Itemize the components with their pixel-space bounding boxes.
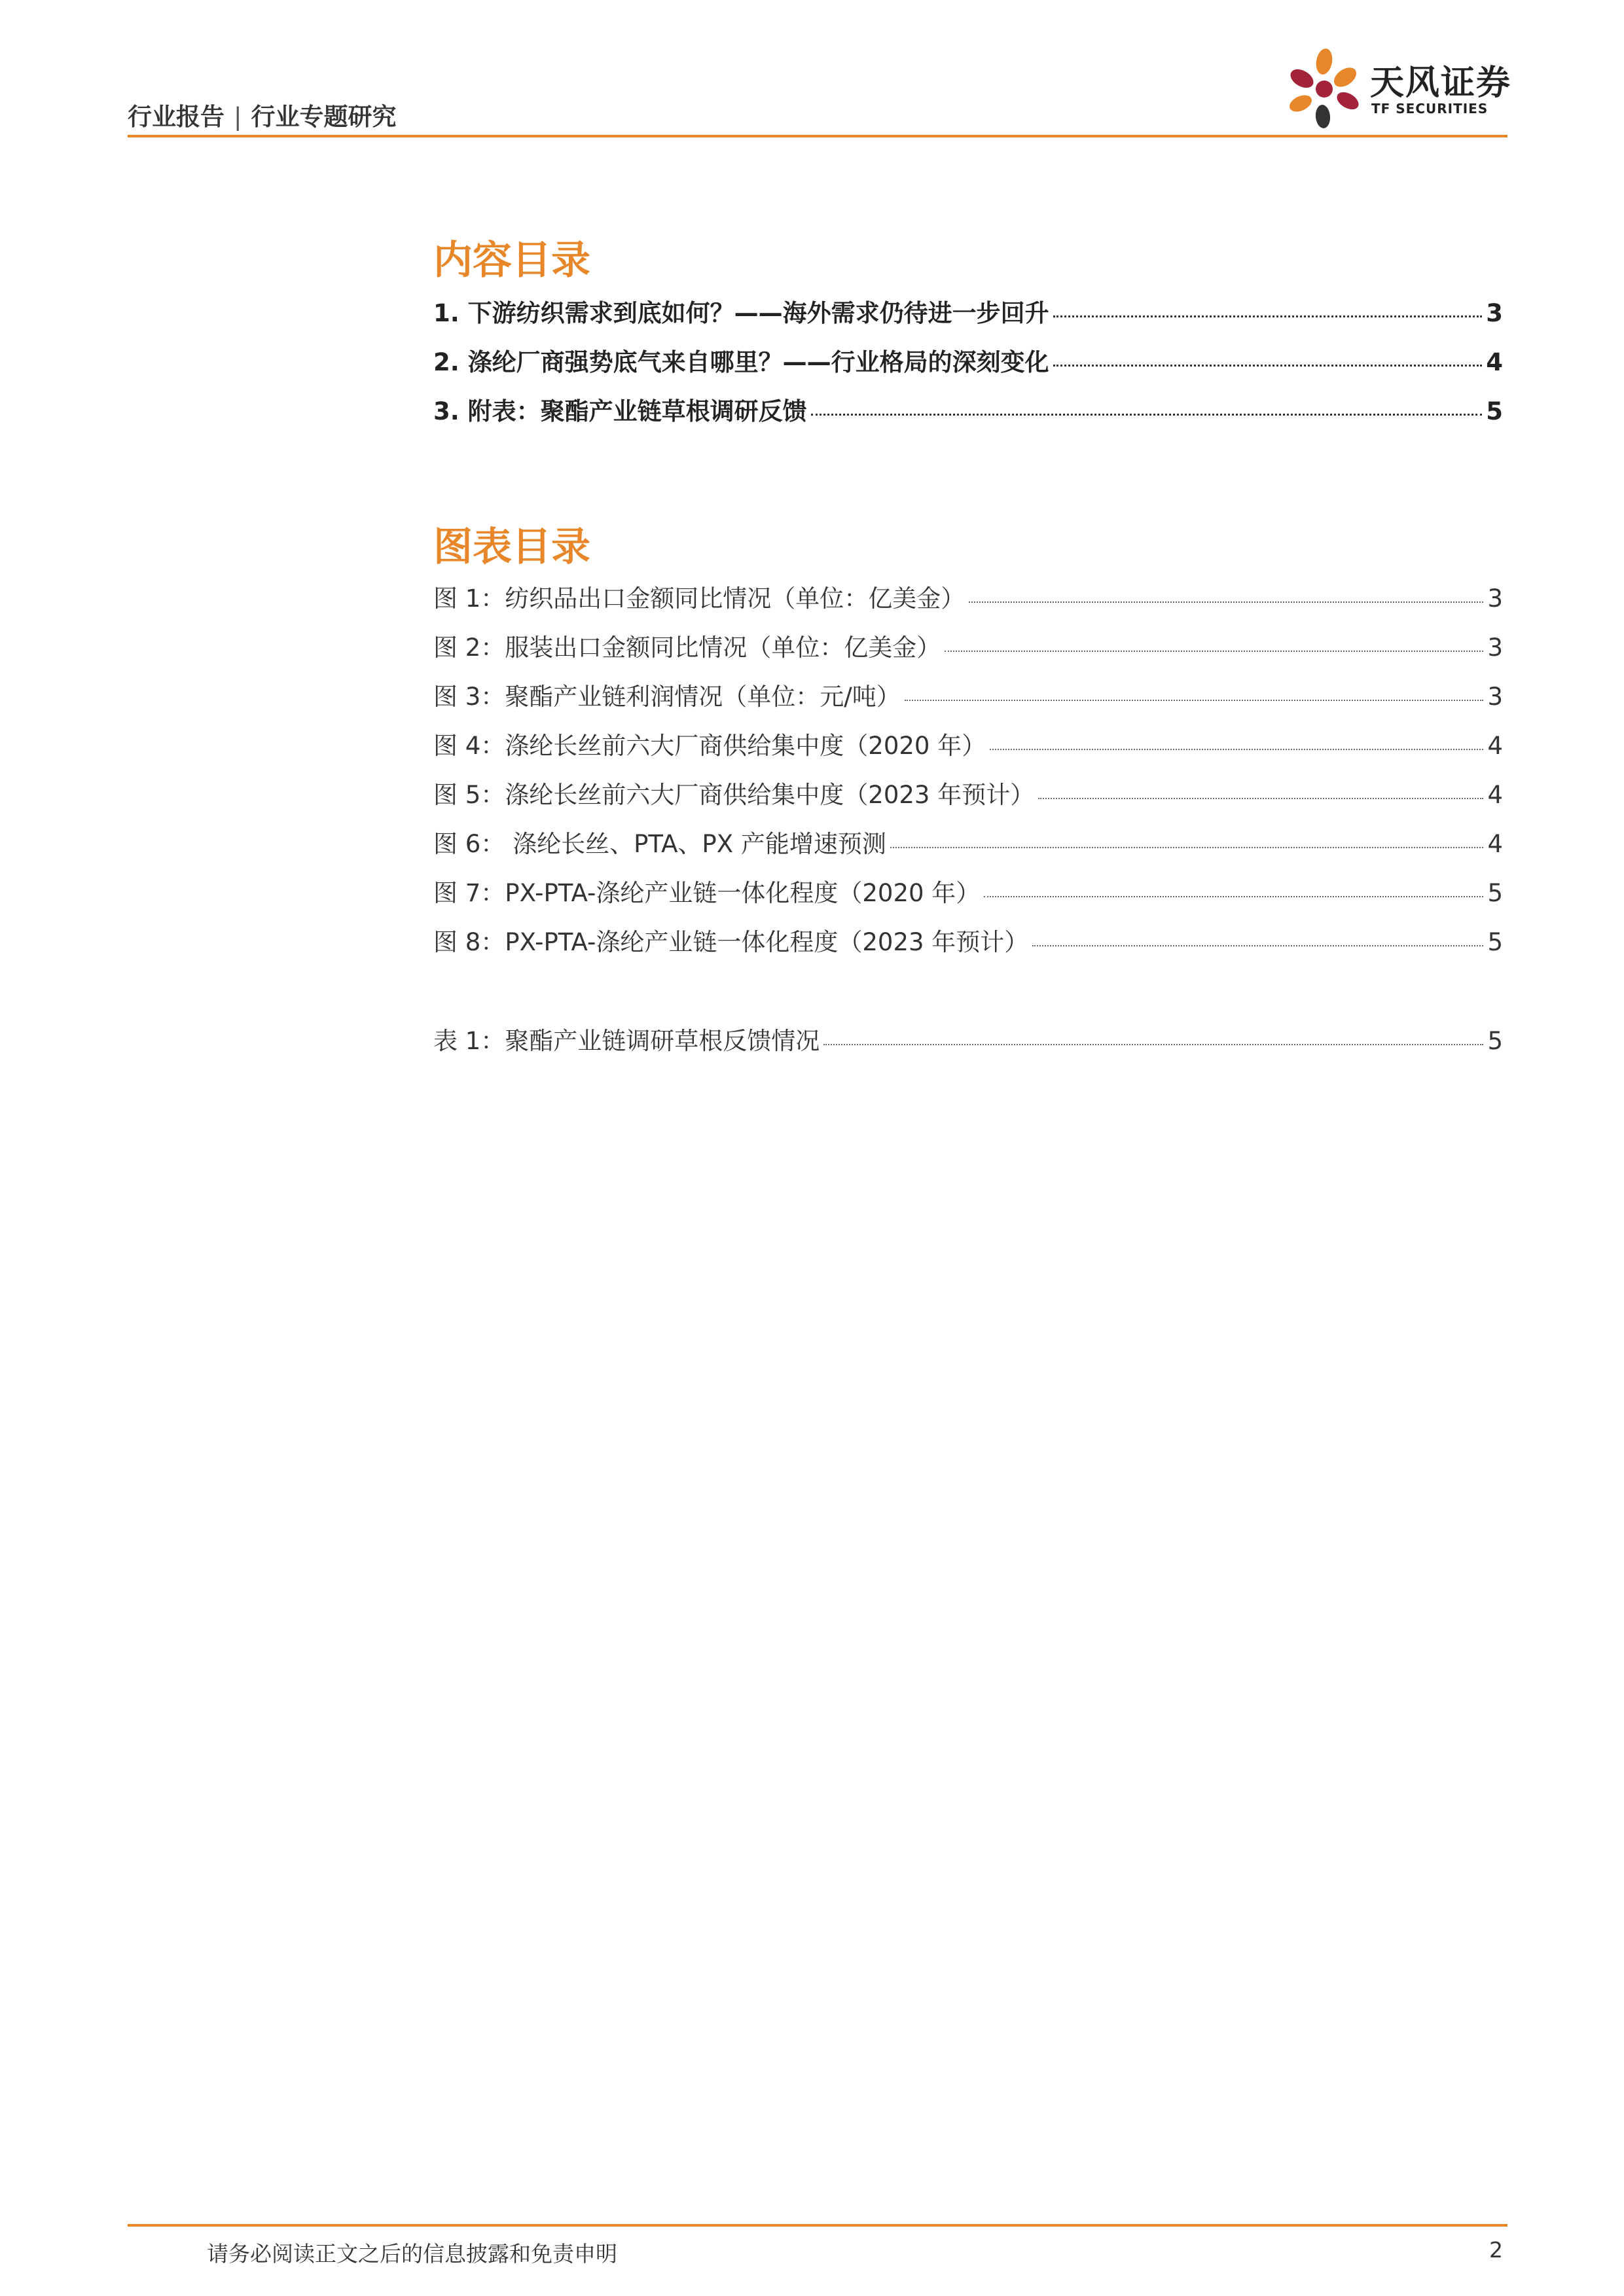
- figure-entry-page: 4: [1487, 732, 1503, 760]
- figure-entry-page: 3: [1487, 634, 1503, 662]
- figure-entry-label: 图 4：涤纶长丝前六大厂商供给集中度（2020 年）: [433, 732, 986, 760]
- table-entry-page: 5: [1487, 1027, 1503, 1055]
- dot-leader: [1053, 365, 1483, 367]
- figure-entry-label: 图 5：涤纶长丝前六大厂商供给集中度（2023 年预计）: [433, 781, 1035, 809]
- header-breadcrumb: [128, 97, 396, 132]
- figure-entry[interactable]: [433, 677, 1503, 726]
- figure-entry[interactable]: [433, 873, 1503, 922]
- toc-entry-page: 3: [1486, 299, 1503, 327]
- figure-entry-label: 图 3：聚酯产业链利润情况（单位：元/吨）: [433, 683, 901, 711]
- figure-entry-label: 图 6： 涤纶长丝、PTA、PX 产能增速预测: [433, 830, 886, 858]
- figure-entry[interactable]: [433, 579, 1503, 628]
- table-entry[interactable]: [433, 1021, 1503, 1070]
- company-logo: [1285, 46, 1512, 131]
- footer-disclaimer: 请务必阅读正文之后的信息披露和免责申明: [207, 2241, 617, 2267]
- dot-leader: [984, 896, 1483, 897]
- toc-entry[interactable]: [433, 342, 1503, 391]
- figure-entry[interactable]: [433, 922, 1503, 971]
- dot-leader: [823, 1044, 1483, 1045]
- figure-entry[interactable]: [433, 726, 1503, 775]
- figure-entry[interactable]: [433, 775, 1503, 824]
- toc-entry-label: 2. 涤纶厂商强势底气来自哪里？——行业格局的深刻变化: [433, 348, 1049, 376]
- figure-entry-page: 4: [1487, 781, 1503, 809]
- tables-list: [433, 1021, 1503, 1070]
- page-header: [128, 39, 1512, 141]
- toc-entry-page: 5: [1486, 397, 1503, 425]
- figures-list: [433, 579, 1503, 971]
- header-subcategory: 行业专题研究: [251, 103, 397, 131]
- figure-entry-label: 图 1：纺织品出口金额同比情况（单位：亿美金）: [433, 584, 965, 613]
- footer-divider: [128, 2224, 1507, 2227]
- figure-entry-page: 5: [1487, 928, 1503, 956]
- figure-entry-page: 3: [1487, 584, 1503, 613]
- contents-list: [433, 293, 1503, 440]
- toc-entry-page: 4: [1486, 348, 1503, 376]
- figure-entry-label: 图 8：PX-PTA-涤纶产业链一体化程度（2023 年预计）: [433, 928, 1029, 956]
- dot-leader: [905, 700, 1484, 701]
- header-divider: [128, 135, 1507, 137]
- toc-entry[interactable]: [433, 293, 1503, 342]
- dot-leader: [945, 651, 1483, 652]
- figure-entry-label: 图 7：PX-PTA-涤纶产业链一体化程度（2020 年）: [433, 879, 981, 907]
- toc-entry[interactable]: [433, 391, 1503, 440]
- dot-leader: [1032, 945, 1483, 946]
- logo-name: 天风证券: [1370, 63, 1512, 103]
- toc-entry-label: 1. 下游纺织需求到底如何？——海外需求仍待进一步回升: [433, 299, 1049, 327]
- figure-entry[interactable]: [433, 824, 1503, 873]
- dot-leader: [990, 749, 1483, 750]
- figure-entry-page: 5: [1487, 879, 1503, 907]
- toc-entry-label: 3. 附表：聚酯产业链草根调研反馈: [433, 397, 807, 425]
- figures-title: 图表目录: [433, 524, 590, 570]
- figure-entry-page: 4: [1487, 830, 1503, 858]
- figure-entry-page: 3: [1487, 683, 1503, 711]
- figure-entry[interactable]: [433, 628, 1503, 677]
- header-category: 行业报告: [128, 103, 225, 131]
- page-number: 2: [1489, 2237, 1503, 2263]
- contents-title: 内容目录: [433, 238, 590, 283]
- table-entry-label: 表 1：聚酯产业链调研草根反馈情况: [433, 1027, 820, 1055]
- tf-petal-logo-icon: [1285, 46, 1363, 131]
- dot-leader: [811, 414, 1483, 416]
- dot-leader: [969, 601, 1483, 603]
- figure-entry-label: 图 2：服装出口金额同比情况（单位：亿美金）: [433, 634, 941, 662]
- logo-subtitle: TF SECURITIES: [1371, 101, 1489, 117]
- dot-leader: [890, 847, 1484, 848]
- header-separator: |: [234, 103, 242, 131]
- dot-leader: [1053, 315, 1483, 317]
- dot-leader: [1038, 798, 1483, 799]
